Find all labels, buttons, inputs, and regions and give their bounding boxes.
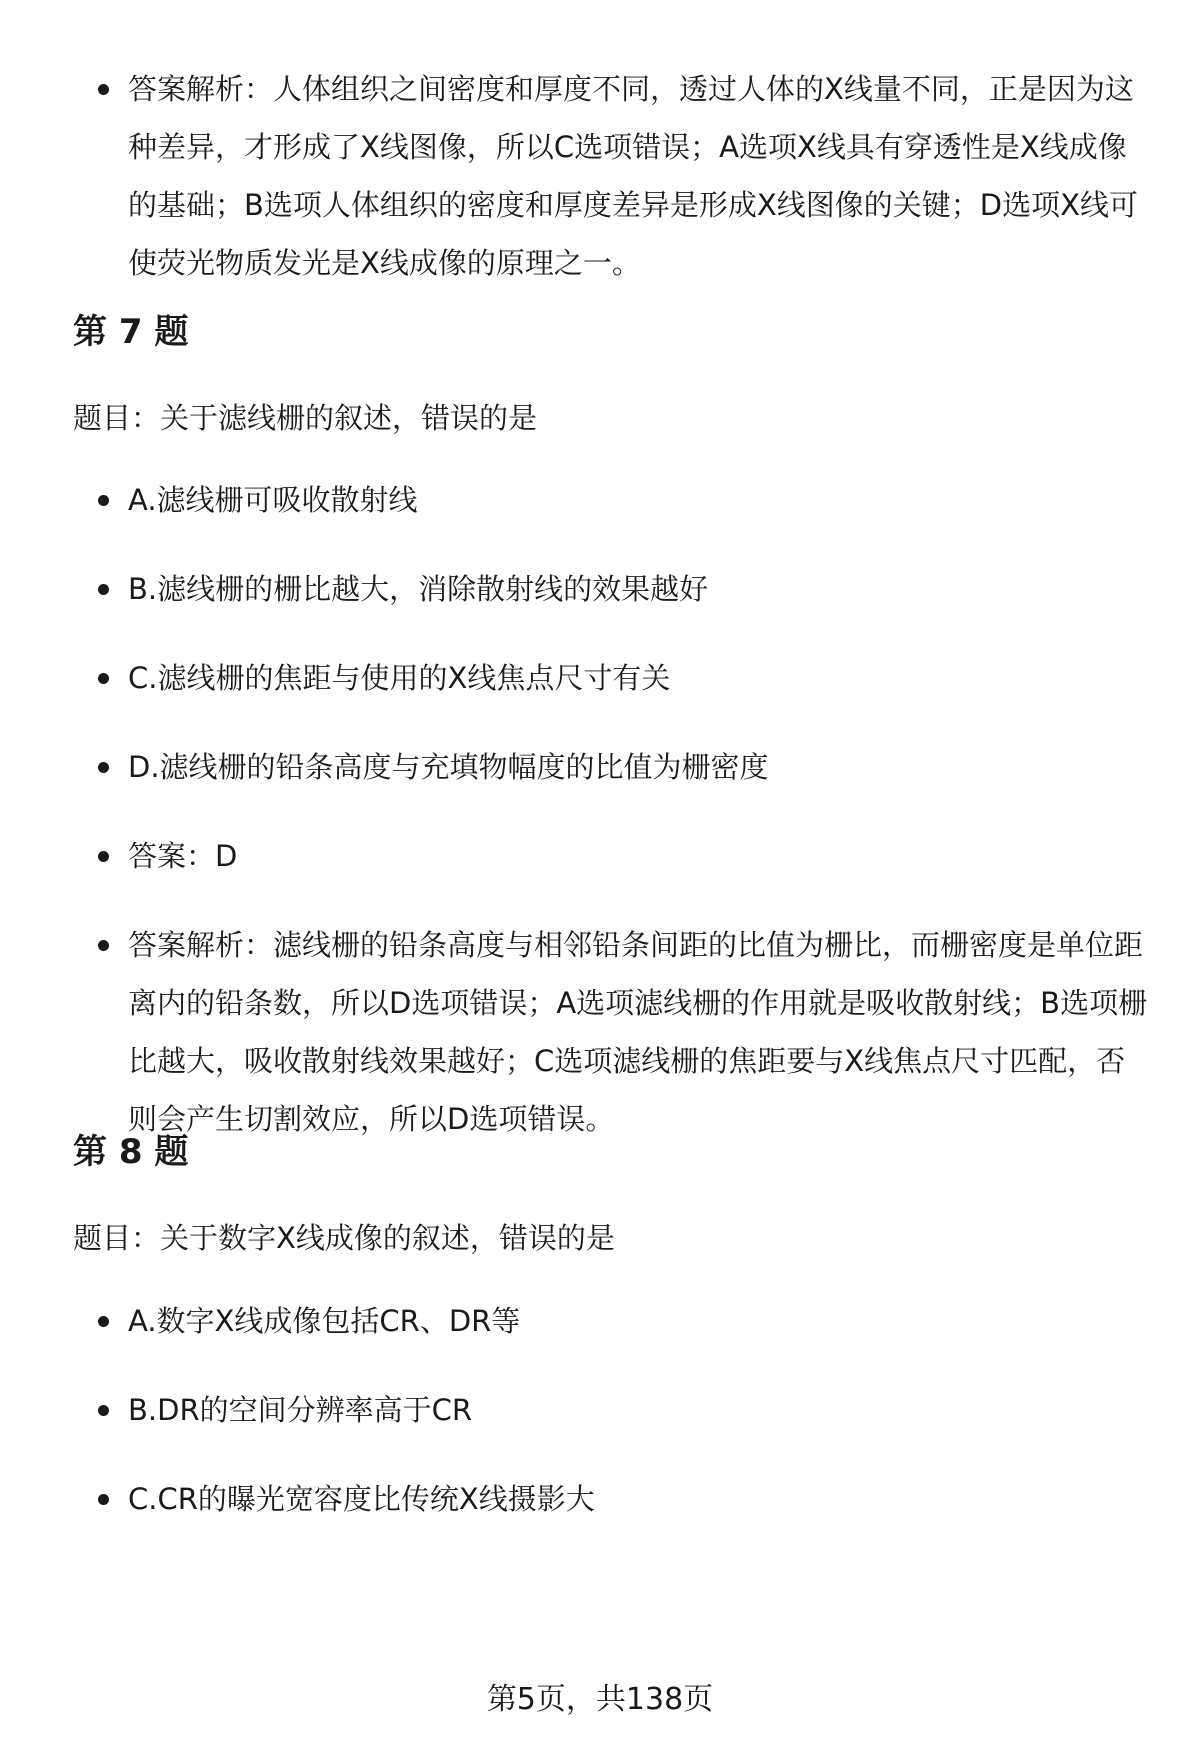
q7-options-list — [0, 471, 1200, 1148]
q7-option-c: C.滤线栅的焦距与使用的X线焦点尺寸有关 — [0, 649, 1200, 707]
q7-option-b: B.滤线栅的栅比越大，消除散射线的效果越好 — [0, 560, 1200, 618]
q8-heading: 第 8 题 — [73, 1132, 189, 1172]
q8-stem: 题目：关于数字X线成像的叙述，错误的是 — [73, 1221, 615, 1255]
page-number: 第5页，共138页 — [486, 1682, 714, 1717]
q8-options-list — [0, 1292, 1200, 1559]
prev-question-block — [0, 60, 1200, 292]
q7-option-a: A.滤线栅可吸收散射线 — [0, 471, 1200, 529]
q7-explanation: 答案解析：滤线栅的铅条高度与相邻铅条间距的比值为栅比，而栅密度是单位距离内的铅条数，所以D选项错误；A选项滤线栅的作用就是吸收散射线；B选项栅比越大，吸收散射线效果越好；C选项滤线栅的焦距要与X线焦点尺寸匹配，否则会产生切割效应，所以D选项错误。 — [0, 916, 1200, 1148]
q8-option-b: B.DR的空间分辨率高于CR — [0, 1381, 1200, 1439]
q7-option-d: D.滤线栅的铅条高度与充填物幅度的比值为栅密度 — [0, 738, 1200, 796]
q7-heading: 第 7 题 — [73, 312, 189, 352]
q7-stem: 题目：关于滤线栅的叙述，错误的是 — [73, 401, 538, 435]
q7-answer: 答案：D — [0, 827, 1200, 885]
q8-option-c: C.CR的曝光宽容度比传统X线摄影大 — [0, 1470, 1200, 1528]
q8-option-a: A.数字X线成像包括CR、DR等 — [0, 1292, 1200, 1350]
prev-explanation: 答案解析：人体组织之间密度和厚度不同，透过人体的X线量不同，正是因为这种差异，才形成了X线图像，所以C选项错误；A选项X线具有穿透性是X线成像的基础；B选项人体组织的密度和厚度差异是形成X线图像的关键；D选项X线可使荧光物质发光是X线成像的原理之一。 — [0, 60, 1200, 292]
